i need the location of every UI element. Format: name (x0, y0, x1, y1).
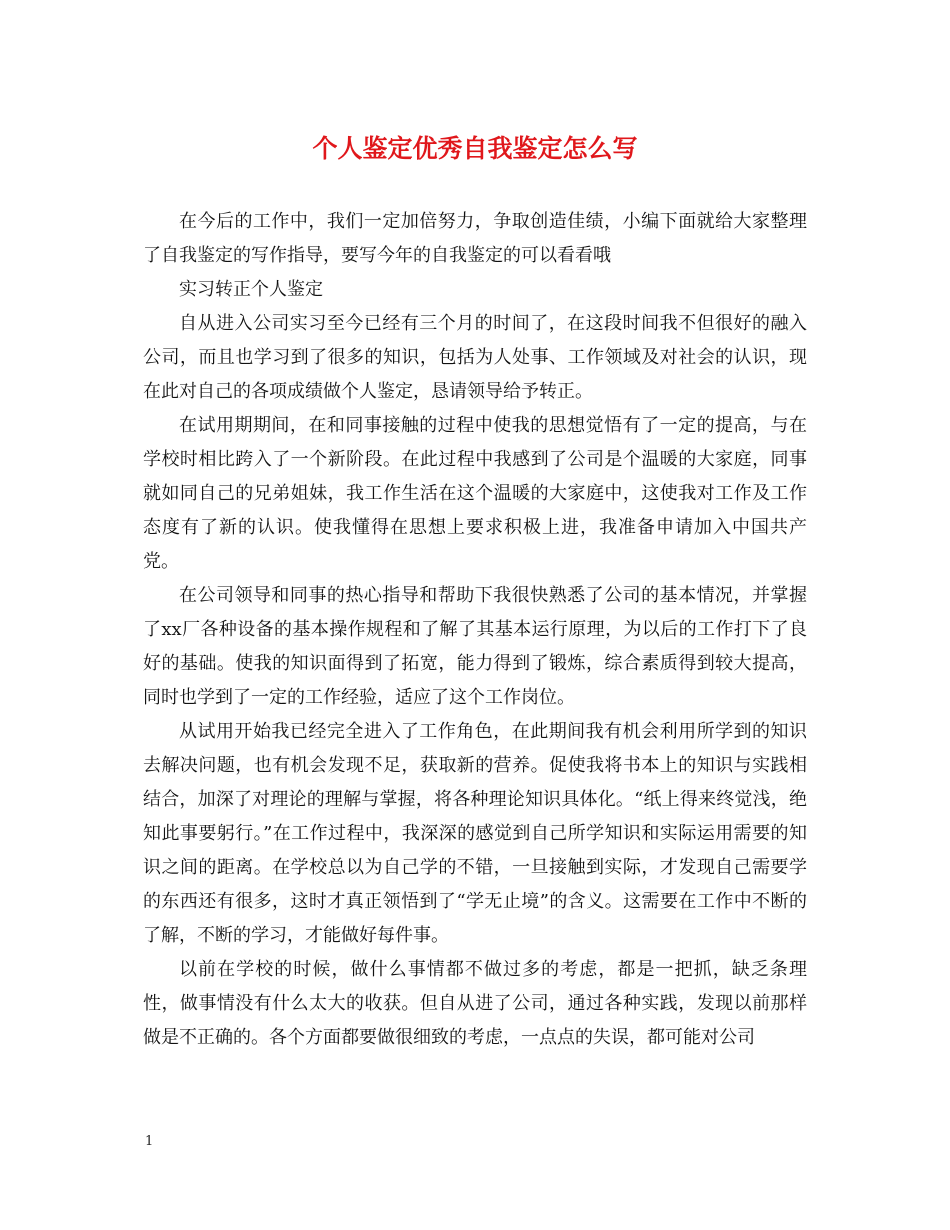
paragraph-3: 在公司领导和同事的热心指导和帮助下我很快熟悉了公司的基本情况，并掌握了xx厂各种设备的基本操作规程和了解了其基本运行原理，为以后的工作打下了良好的基础。使我的知识面得到了拓宽，能力得到了锻炼，综合素质得到较大提高，同时也学到了一定的工作经验，适应了这个工作岗位。 (143, 585, 807, 708)
paragraph-1: 自从进入公司实习至今已经有三个月的时间了，在这段时间我不但很好的融入公司，而且也学习到了很多的知识，包括为人处事、工作领域及对社会的认识，现在此对自己的各项成绩做个人鉴定，恳请领导给予转正。 (143, 313, 807, 402)
document-body (143, 205, 807, 1055)
page-number: 1 (145, 1134, 154, 1149)
section-heading: 实习转正个人鉴定 (179, 279, 323, 300)
document-title: 个人鉴定优秀自我鉴定怎么写 (312, 134, 638, 163)
paragraph-5: 以前在学校的时候，做什么事情都不做过多的考虑，都是一把抓，缺乏条理性，做事情没有什么太大的收获。但自从进了公司，通过各种实践，发现以前那样做是不正确的。各个方面都要做很细致的考虑，一点点的失误，都可能对公司 (143, 959, 807, 1048)
paragraph-intro: 在今后的工作中，我们一定加倍努力，争取创造佳绩，小编下面就给大家整理了自我鉴定的写作指导，要写今年的自我鉴定的可以看看哦 (143, 211, 807, 266)
paragraph-2: 在试用期期间，在和同事接触的过程中使我的思想觉悟有了一定的提高，与在学校时相比跨入了一个新阶段。在此过程中我感到了公司是个温暖的大家庭，同事就如同自己的兄弟姐妹，我工作生活在这个温暖的大家庭中，这使我对工作及工作态度有了新的认识。使我懂得在思想上要求积极上进，我准备申请加入中国共产党。 (143, 415, 807, 572)
paragraph-4: 从试用开始我已经完全进入了工作角色，在此期间我有机会利用所学到的知识去解决问题，也有机会发现不足，获取新的营养。促使我将书本上的知识与实践相结合，加深了对理论的理解与掌握，将各种理论知识具体化。“纸上得来终觉浅，绝知此事要躬行。”在工作过程中，我深深的感觉到自己所学知识和实际运用需要的知识之间的距离。在学校总以为自己学的不错，一旦接触到实际，才发现自己需要学的东西还有很多，这时才真正领悟到了“学无止境”的含义。这需要在工作中不断的了解，不断的学习，才能做好每件事。 (143, 721, 807, 946)
